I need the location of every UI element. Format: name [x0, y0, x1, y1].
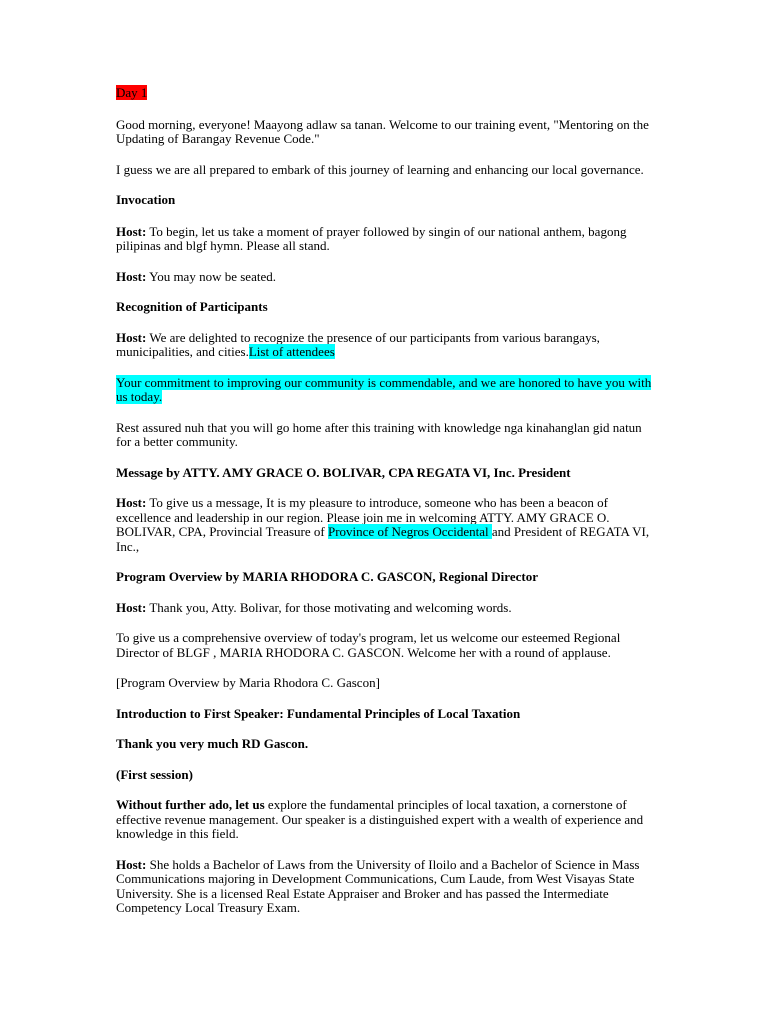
host-label: Host: — [116, 856, 147, 872]
speaker-bio-paragraph: Host: She holds a Bachelor of Laws from the University of Iloilo and a Bachelor of Science in Mass Communications majoring in Development Communications, Cum Laude, from West Visayas State University. She is a licensed Real Estate Appraiser and Broker and has passed the Intermediate Competency Local Treasury Exam. — [116, 856, 640, 915]
first-session-paragraph: (First session) — [116, 766, 193, 782]
host-label: Host: — [116, 223, 147, 239]
invocation-heading: Invocation — [116, 192, 176, 207]
without-further-paragraph: Without further ado, let us explore the fundamental principles of local taxation, a cornerstone of effective revenue management. Our speaker is a distinguished expert with a wealth of experience and knowledge in this field. — [116, 797, 644, 841]
recognition-heading: Recognition of Participants — [116, 299, 268, 314]
overview-intro-paragraph: To give us a comprehensive overview of today's program, let us welcome our esteemed Regional Director of BLGF , MARIA RHODORA C. GASCON. Welcome her with a round of applause. — [116, 630, 621, 660]
intro-speaker-heading: Introduction to First Speaker: Fundamental Principles of Local Taxation — [116, 705, 521, 721]
document-page — [116, 86, 656, 916]
invocation-paragraph: Host: To begin, let us take a moment of prayer followed by singin of our national anthem, bagong pilipinas and blgf hymn. Please all stand. — [116, 223, 627, 253]
greeting-paragraph: Good morning, everyone! Maayong adlaw sa tanan. Welcome to our training event, "Mentoring on the Updating of Barangay Revenue Code." — [116, 116, 649, 146]
message-heading: Message by ATTY. AMY GRACE O. BOLIVAR, CPA REGATA VI, Inc. President — [116, 464, 571, 480]
province-highlight: Province of Negros Occidental — [328, 524, 492, 539]
host-label: Host: — [116, 268, 147, 284]
overview-heading: Program Overview by MARIA RHODORA C. GASCON, Regional Director — [116, 569, 538, 584]
host-label: Host: — [116, 599, 147, 615]
host-label: Host: — [116, 329, 147, 345]
thank-rd-paragraph: Thank you very much RD Gascon. — [116, 736, 309, 751]
recognition-paragraph: Host: We are delighted to recognize the presence of our participants from various barangays, municipalities, and cities.List of attendees — [116, 329, 600, 359]
message-paragraph: Host: To give us a message, It is my pleasure to introduce, someone who has been a beacon of excellence and leadership in our region. Please join me in welcoming ATTY. AMY GRACE O. BOLIVAR, CPA, Provincial Treasure of Province of Negros Occidental and President of REGATA VI, Inc., — [116, 495, 650, 554]
host-label: Host: — [116, 495, 147, 510]
seated-paragraph: Host: You may now be seated. — [116, 268, 276, 284]
commitment-paragraph: Your commitment to improving our community is commendable, and we are honored to have you with us today. — [116, 374, 652, 404]
day-heading — [116, 86, 656, 101]
rest-assured-paragraph: Rest assured nuh that you will go home after this training with knowledge nga kinahanglan gid natun for a better community. — [116, 419, 642, 449]
day-label: Day 1 — [116, 85, 148, 100]
prepared-paragraph: I guess we are all prepared to embark of this journey of learning and enhancing our local governance. — [116, 161, 644, 177]
attendees-highlight: List of attendees — [248, 344, 335, 359]
thank-you-paragraph: Host: Thank you, Atty. Bolivar, for those motivating and welcoming words. — [116, 599, 512, 615]
overview-bracket-paragraph: [Program Overview by Maria Rhodora C. Gascon] — [116, 675, 380, 690]
